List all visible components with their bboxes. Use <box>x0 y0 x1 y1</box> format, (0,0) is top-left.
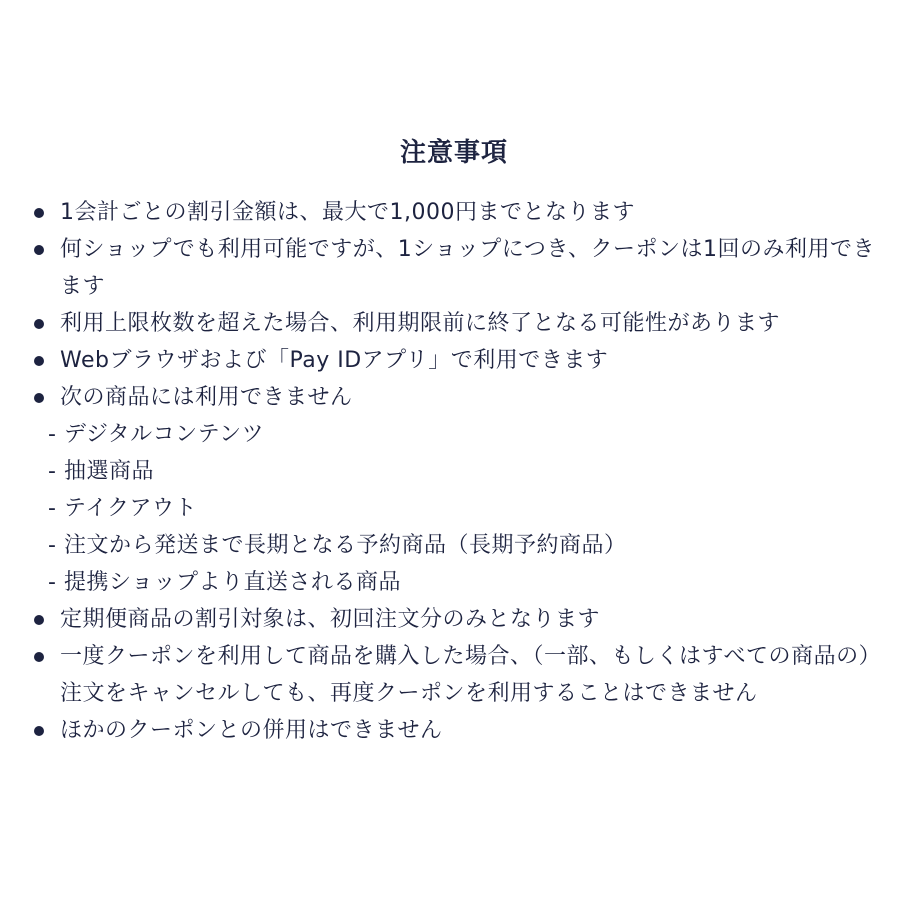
bullet-icon <box>34 615 44 625</box>
excluded-item-text: 抽選商品 <box>64 459 155 484</box>
note-text: 何ショップでも利用可能ですが、1ショップにつき、クーポンは1回のみ利用できます <box>60 237 875 299</box>
excluded-item-text: 注文から発送まで長期となる予約商品（長期予約商品） <box>64 533 627 558</box>
bullet-icon <box>34 652 44 662</box>
dash-mark: - <box>48 570 57 595</box>
note-item <box>30 342 880 379</box>
dash-mark: - <box>48 496 57 521</box>
excluded-item-text: テイクアウト <box>64 496 198 521</box>
excluded-item <box>30 564 880 601</box>
bullet-icon <box>34 208 44 218</box>
excluded-item <box>30 453 880 490</box>
notes-list <box>30 194 880 749</box>
excluded-item-text: 提携ショップより直送される商品 <box>64 570 402 595</box>
bullet-icon <box>34 393 44 403</box>
bullet-icon <box>34 356 44 366</box>
note-text: 定期便商品の割引対象は、初回注文分のみとなります <box>60 607 601 632</box>
excluded-item <box>30 490 880 527</box>
note-text: Webブラウザおよび「Pay IDアプリ」で利用できます <box>60 348 609 373</box>
bullet-icon <box>34 726 44 736</box>
note-text: 一度クーポンを利用して商品を購入した場合、（一部、もしくはすべての商品の）注文をキャンセルしても、再度クーポンを利用することはできません <box>60 644 871 706</box>
excluded-item <box>30 527 880 564</box>
bullet-icon <box>34 319 44 329</box>
note-item <box>30 194 880 231</box>
dash-mark: - <box>48 533 57 558</box>
dash-mark: - <box>48 422 57 447</box>
note-text: 1会計ごとの割引金額は、最大で1,000円までとなります <box>60 200 635 225</box>
note-item <box>30 712 880 749</box>
bullet-icon <box>34 245 44 255</box>
note-text: ほかのクーポンとの併用はできません <box>60 718 443 743</box>
note-text: 次の商品には利用できません <box>60 385 353 410</box>
page-title: 注意事項 <box>399 138 508 169</box>
note-item <box>30 638 880 712</box>
note-item <box>30 379 880 416</box>
dash-mark: - <box>48 459 57 484</box>
excluded-item-text: デジタルコンテンツ <box>64 422 265 447</box>
note-text: 利用上限枚数を超えた場合、利用期限前に終了となる可能性があります <box>60 311 781 336</box>
note-item <box>30 231 880 305</box>
note-item <box>30 601 880 638</box>
note-item <box>30 305 880 342</box>
excluded-item <box>30 416 880 453</box>
